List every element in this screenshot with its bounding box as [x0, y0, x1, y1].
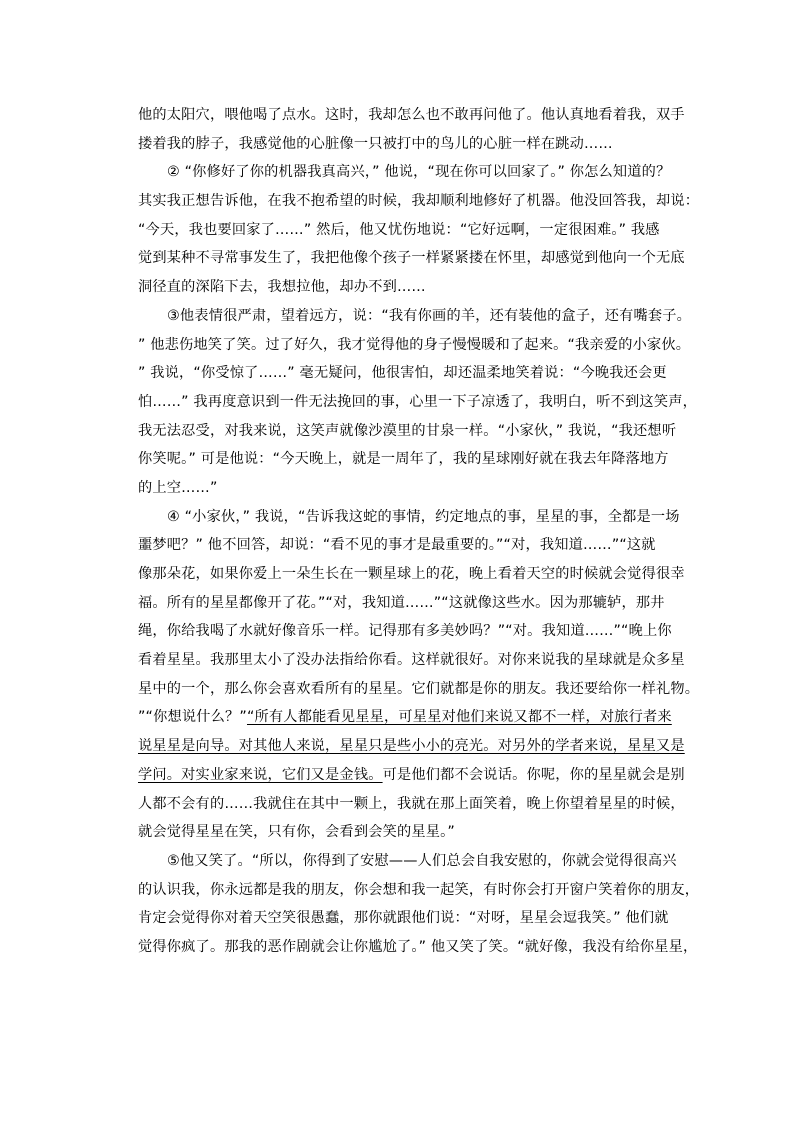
paragraph-3-start: ③他表情很严肃，望着远方，说：“我有你画的羊，还有装他的盒子，还有嘴套子。 [167, 307, 692, 324]
text-line: 看着星星。我那里太小了没办法指给你看。这样就很好。对你来说我的星球就是众多星 [138, 652, 685, 669]
text-line-with-underline [138, 761, 685, 790]
text-line: ” 他悲伤地笑了笑。过了好久，我才觉得他的身子慢慢暖和了起来。“我亲爱的小家伙。 [138, 336, 691, 353]
text-line: 像那朵花，如果你爱上一朵生长在一颗星球上的花，晚上看着天空的时候就会觉得很幸 [138, 566, 685, 582]
text-line: 洞径直的深陷下去，我想拉他，却办不到…… [138, 279, 426, 296]
text-line: 福。所有的星星都像开了花。”“对，我知道……”“这就像这些水。因为那辘轳，那井 [138, 594, 665, 611]
text-line: 肯定会觉得你对着天空笑很愚蠢，那你就跟他们说：“对呀，星星会逗我笑。” 他们就 [138, 910, 669, 927]
paragraph-5-start: ⑤他又笑了。“所以，你得到了安慰——人们总会自我安慰的，你就会觉得很高兴 [167, 852, 677, 869]
text-line: 星中的一个，那么你会喜欢看所有的星星。它们就都是你的朋友。我还要给你一样礼物。 [138, 680, 700, 697]
text-line: 觉得你疯了。那我的恶作剧就会让你尴尬了。” 他又笑了笑。“就好像，我没有给你星星， [138, 938, 698, 955]
text-line: 的上空……” [138, 479, 218, 496]
text-segment: 可是他们都不会说话。你呢，你的星星就会是别 [382, 766, 685, 783]
paragraph-2-start: ② “你修好了你的机器我真高兴，” 他说，“现在你可以回家了。” 你怎么知道的？ [167, 164, 671, 181]
underlined-passage: “所有人都能看见星星，可星星对他们来说又都不一样，对旅行者来 [246, 709, 672, 726]
text-line-with-underline [138, 732, 685, 761]
text-line: 绳，你给我喝了水就好像音乐一样。记得那有多美妙吗？”“对。我知道……”“晚上你 [138, 623, 672, 640]
text-line: 觉到某种不寻常事发生了，我把他像个孩子一样紧紧搂在怀里，却感觉到他向一个无底 [138, 250, 685, 267]
underlined-passage: 说星星是向导。对其他人来说，星星只是些小小的亮光。对另外的学者来说，星星又是 [138, 738, 685, 755]
text-line: 就会觉得星星在笑，只有你，会看到会笑的星星。” [138, 824, 455, 841]
text-line: 的认识我，你永远都是我的朋友，你会想和我一起笑，有时你会打开窗户笑着你的朋友， [138, 881, 700, 898]
text-line: 你笑呢。” 可是他说：“今天晚上，就是一周年了，我的星球刚好就在我去年降落地方 [138, 451, 669, 468]
text-segment: ”“你想说什么？” [138, 709, 247, 726]
paragraph-4-start: ④ “小家伙，” 我说，“告诉我这蛇的事情，约定地点的事，星星的事，全都是一场 [167, 508, 680, 525]
text-line: 他的太阳穴，喂他喝了点水。这时，我却怎么也不敢再问他了。他认真地看着我，双手 [138, 107, 685, 123]
text-line: 怕……” 我再度意识到一件无法挽回的事，心里一下子凉透了，我明白，听不到这笑声， [138, 393, 697, 410]
text-line: 搂着我的脖子，我感觉他的心脏像一只被打中的鸟儿的心脏一样在跳动…… [138, 135, 613, 152]
text-line: 其实我正想告诉他，在我不抱希望的时候，我却顺利地修好了机器。他没回答我，却说： [138, 193, 700, 210]
text-line-with-underline [138, 703, 672, 732]
text-line: 我无法忍受，对我来说，这笑声就像沙漠里的甘泉一样。“小家伙，” 我说，“我还想听 [138, 422, 677, 439]
text-line: ” 我说，“你受惊了……” 毫无疑问，他很害怕，却还温柔地笑着说：“今晚我还会更 [138, 365, 667, 382]
underlined-passage: 学问。对实业家来说，它们又是金钱。 [138, 766, 383, 783]
text-line: 噩梦吧？” 他不回答，却说：“看不见的事才是最重要的。”“对，我知道……”“这就 [138, 537, 656, 554]
text-line: “今天，我也要回家了……” 然后，他又忧伤地说：“它好远啊，一定很困难。” 我感 [138, 221, 660, 238]
document-body [138, 101, 700, 962]
text-line: 人都不会有的……我就住在其中一颗上，我就在那上面笑着，晚上你望着星星的时候， [138, 795, 685, 812]
